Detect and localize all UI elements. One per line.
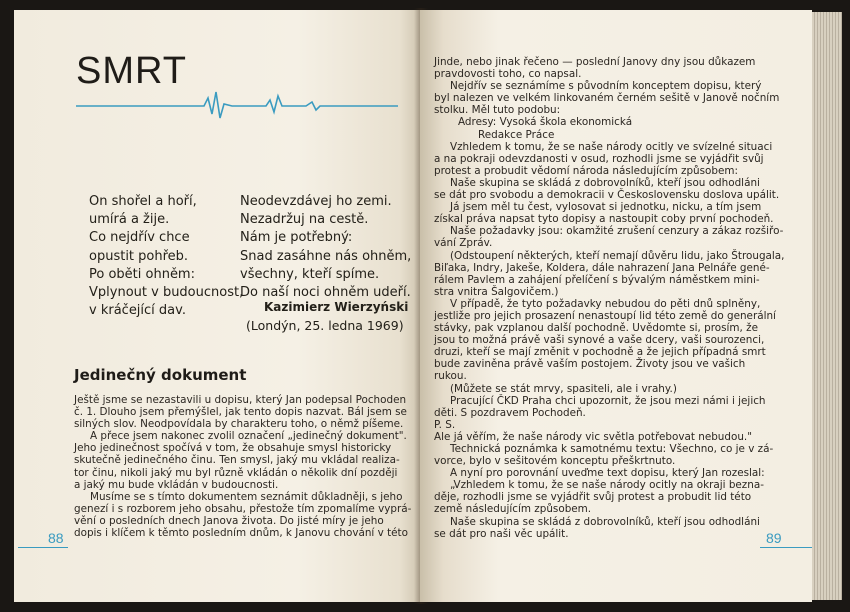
text-line: Jeho jedinečnost spočívá v tom, že obsahuje smysl historicky bbox=[74, 442, 392, 455]
text-line: P. S. bbox=[434, 418, 456, 431]
text-line: Ještě jsme se nezastavili u dopisu, který Jan podepsal Pochoden bbox=[74, 394, 407, 406]
text-line: silných slov. Neodpovídala by charakteru toho, o němž píšeme. bbox=[74, 418, 404, 431]
text-line: Naše požadavky jsou: okamžité zrušení cenzury a zákaz rozšiřo- bbox=[450, 225, 784, 238]
poem-line: Snad zasáhne nás ohněm, bbox=[240, 248, 412, 264]
page-number-rule bbox=[18, 547, 68, 548]
text-line: Jinde, nebo jinak řečeno — poslední Janovy dny jsou důkazem bbox=[434, 56, 756, 68]
text-line: tor činu, nikoli jaký mu byl různě vkládán o několik dní později bbox=[74, 466, 398, 479]
text-line: skutečně jedinečného činu. Ten smysl, jaký mu vkládal realiza- bbox=[74, 454, 400, 467]
text-line: A nyní pro porovnání uveďme text dopisu, který Jan rozeslal: bbox=[450, 467, 765, 480]
text-line: Já jsem měl tu čest, vylosovat si jednotku, nicku, a tím jsem bbox=[450, 201, 762, 214]
page-number-right: 89 bbox=[766, 530, 782, 546]
text-line: Adresy: Vysoká škola ekonomická bbox=[458, 116, 633, 129]
poem-column-1 bbox=[89, 193, 243, 320]
text-line: se dát pro naši věc upálit. bbox=[434, 527, 569, 540]
page-edges bbox=[812, 12, 842, 600]
poem-place-date: (Londýn, 25. ledna 1969) bbox=[246, 318, 404, 333]
text-line: se dát pro svobodu a demokracii v Československu doslova upálit. bbox=[434, 189, 780, 202]
text-line: jsou to možná právě vaši synové a vaše dcery, vaši sourozenci, bbox=[434, 334, 765, 347]
text-line: vání Zpráv. bbox=[434, 237, 493, 250]
page-number-left: 88 bbox=[48, 530, 64, 546]
text-line: genezí i s rozborem jeho obsahu, přestože tím zpomalíme vyprá- bbox=[74, 502, 412, 515]
right-page bbox=[420, 10, 812, 602]
text-line: Musíme se s tímto dokumentem seznámit důkladněji, s jeho bbox=[90, 490, 403, 503]
text-line: jestliže pro jejich prosazení nenastoupí lid této země do generální bbox=[434, 309, 776, 322]
text-line: Redakce Práce bbox=[478, 128, 555, 141]
text-line: stávky, pak vzplanou další pochodně. Uvědomte si, prosím, že bbox=[434, 322, 758, 335]
heartbeat-line-icon bbox=[76, 88, 398, 122]
poem-line: umírá a žije. bbox=[89, 212, 170, 228]
text-line: rukou. bbox=[434, 370, 467, 383]
poem-line: Co nejdřív chce bbox=[89, 230, 190, 246]
text-line: V případě, že tyto požadavky nebudou do pěti dnů splněny, bbox=[450, 297, 761, 310]
poem-line: Vplynout v budoucnost, bbox=[89, 285, 244, 301]
text-line: Pracující ČKD Praha chci upozornit, že jsou mezi námi i jejich bbox=[450, 394, 766, 407]
text-line: získal práva napsat tyto dopisy a nastoupit coby první pochodeň. bbox=[434, 213, 774, 226]
text-line: země následujícím způsobem. bbox=[434, 503, 592, 516]
poem-line: Neodevzdávej ho zemi. bbox=[240, 194, 392, 209]
text-line: (Můžete se stát mrvy, spasiteli, ale i vrahy.) bbox=[450, 382, 677, 395]
text-line: děti. S pozdravem Pochodeň. bbox=[434, 406, 586, 419]
poem-author: Kazimierz Wierzyński bbox=[264, 300, 409, 314]
poem-line: Nám je potřebný: bbox=[240, 230, 353, 246]
text-line: Naše skupina se skládá z dobrovolníků, kteří jsou odhodláni bbox=[450, 515, 760, 528]
poem-line: všechny, kteří spíme. bbox=[240, 266, 380, 282]
text-line: dopis i klíčem k těmto posledním dnům, k Janovu chování v této bbox=[74, 527, 408, 540]
poem-line: Do naší noci ohněm udeří. bbox=[240, 285, 411, 301]
text-line: Nejdřív se seznámíme s původním konceptem dopisu, který bbox=[450, 80, 762, 93]
page-number-rule bbox=[760, 547, 812, 548]
poem-line: On shořel a hoří, bbox=[89, 194, 197, 209]
text-line: stolku. Měl tuto podobu: bbox=[434, 104, 561, 117]
body-text-left bbox=[74, 394, 411, 539]
text-line: vění o posledních dnech Janova života. Do jisté míry je jeho bbox=[74, 514, 384, 527]
text-line: (Odstoupení některých, kteří nemají důvěru lidu, jako Štrougala, bbox=[450, 249, 785, 262]
text-line: Ale já věřím, že naše národy vic světla potřebovat nebudou." bbox=[434, 430, 753, 443]
text-line: Naše skupina se skládá z dobrovolníků, kteří jsou odhodláni bbox=[450, 176, 760, 189]
poem-column-2 bbox=[240, 193, 411, 302]
text-line: byl nalezen ve velkém linkovaném černém sešitě v Janově nočním bbox=[434, 92, 780, 105]
chapter-title: SMRT bbox=[76, 50, 187, 92]
poem-line: opustit pohřeb. bbox=[89, 248, 189, 264]
text-line: Biľaka, Indry, Jakeše, Koldera, dále nahrazení Jana Pelnáře gené- bbox=[434, 261, 770, 274]
text-line: děje, rozhodli jsme se vyjádřit svůj protest a probudit lid této bbox=[434, 491, 752, 504]
text-line: a jaký mu bude vkládán v budoucnosti. bbox=[74, 478, 279, 491]
text-line: Technická poznámka k samotnému textu: Všechno, co je v zá- bbox=[450, 443, 774, 455]
section-heading: Jedinečný dokument bbox=[74, 366, 247, 384]
text-line: pravdovosti toho, co napsal. bbox=[434, 68, 582, 81]
text-line: rálem Pavlem a zahájení přelíčení s bývalým náměstkem mini- bbox=[434, 273, 760, 286]
text-line: Vzhledem k tomu, že se naše národy ocitly ve svízelné situaci bbox=[450, 140, 773, 153]
text-line: bude zaviněna právě vaším postojem. Životy jsou ve vašich bbox=[434, 358, 746, 371]
poem-line: v kráčející dav. bbox=[89, 303, 186, 319]
text-line: protest a probudit vědomí národa následujícím způsobem: bbox=[434, 164, 739, 177]
poem-line: Po oběti ohněm: bbox=[89, 266, 195, 282]
text-line: A přece jsem nakonec zvolil označení „jedinečný dokument". bbox=[90, 430, 407, 443]
poem-line: Nezadržuj na cestě. bbox=[240, 212, 369, 228]
text-line: stra vnitra Šalgovičem.) bbox=[434, 285, 559, 298]
body-text-right bbox=[434, 56, 784, 540]
text-line: vorce, bylo v sešitovém konceptu přeškrtnuto. bbox=[434, 455, 676, 468]
left-page bbox=[14, 10, 420, 602]
text-line: druzi, kteří se mají změnit v pochodně a že jejich případná smrt bbox=[434, 346, 766, 359]
text-line: „Vzhledem k tomu, že se naše národy ocitly na okraji bezna- bbox=[450, 479, 764, 492]
text-line: a na pokraji odevzdanosti v osud, rozhodli jsme se vyjádřit svůj bbox=[434, 152, 764, 165]
text-line: č. 1. Dlouho jsem přemýšlel, jak tento dopis nazvat. Bál jsem se bbox=[74, 406, 407, 419]
